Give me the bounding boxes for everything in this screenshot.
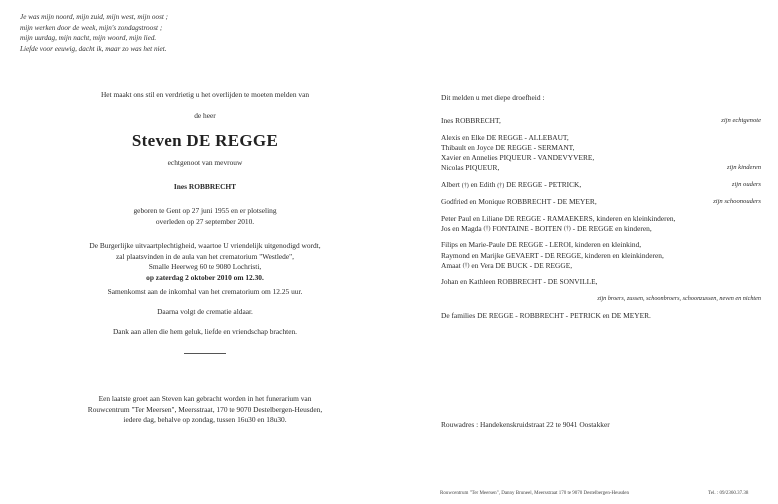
funeral-block <box>40 241 370 283</box>
mourner-row: Thibault en Joyce DE REGGE - SERMANT, <box>441 143 575 153</box>
announcement-intro: Het maakt ons stil en verdrietig u het overlijden te moeten melden van <box>100 90 310 99</box>
relation-row <box>441 294 761 304</box>
mourner-row: Peter Paul en Liliane DE REGGE - RAMAEKERS, kinderen en kleinkinderen, <box>441 213 676 223</box>
relation-label: zijn echtgenote <box>721 117 761 125</box>
mourners-block <box>441 93 761 321</box>
funeral-home-footer: Rouwcentrum "Ter Meersen", Danny Bruneel, Meersstraat 170 te 9070 Destelbergen-Heusden <box>440 491 629 496</box>
poem <box>20 12 168 54</box>
mourner-name: Ines ROBBRECHT, <box>441 116 501 126</box>
funeral-line: De Burgerlijke uitvaartplechtigheid, waartoe U vriendelijk uitgenodigd wordt, <box>89 241 321 250</box>
relation-label: zijn ouders <box>731 181 761 189</box>
relation-label: zijn kinderen <box>727 164 761 172</box>
mourner-row: Filips en Marie-Paule DE REGGE - LEROI, kinderen en kleinkind, <box>441 240 642 250</box>
funeral-line: Smalle Heerweg 60 te 9080 Lochristi, <box>148 262 262 271</box>
funeral-line: zal plaatsvinden in de aula van het crematorium "Westlede", <box>115 251 295 261</box>
visit-line: Rouwcentrum "Ter Meersen", Meersstraat, 170 te 9070 Destelbergen-Heusden, <box>87 404 323 414</box>
mourner-row: Raymond en Marijke GEVAERT - DE REGGE, kinderen en kleinkinderen, <box>441 250 664 260</box>
deceased-cross: (†) <box>483 226 491 233</box>
mourner-name: Godfried en Monique ROBBRECHT - DE MEYER, <box>441 196 597 206</box>
mourner-row: Xavier en Annelies PIQUEUR - VANDEVYVERE, <box>441 153 595 163</box>
mourners-intro: Dit melden u met diepe droefheid : <box>441 93 545 102</box>
deceased-cross: (†) <box>563 226 571 233</box>
relation-label: zijn schoonouders <box>713 197 761 205</box>
visit-line: Een laatste groet aan Steven kan gebracht worden in het funerarium van <box>98 394 312 403</box>
gathering-text: Samenkomst aan de inkomhal van het crematorium om 12.25 uur. <box>107 287 303 296</box>
death-text: overleden op 27 september 2010. <box>155 217 255 226</box>
mourner-name: Albert (†) en Edith (†) DE REGGE - PETRICK, <box>441 180 582 190</box>
mourner-row: Alexis en Elke DE REGGE - ALLEBAUT, <box>441 132 569 142</box>
separator <box>40 350 370 354</box>
visit-line: iedere dag, behalve op zondag, tussen 16u30 en 18u30. <box>123 415 287 424</box>
birth-text: geboren te Gent op 27 juni 1955 en er plotseling <box>133 206 277 215</box>
relation-label: zijn broers, zussen, schoonbroers, schoonzussen, neven en nichten <box>597 295 761 303</box>
mourner-row: Jos en Magda (†) FONTAINE - BOITEN (†) - DE REGGE en kinderen, <box>441 223 652 233</box>
spouse-intro: echtgenoot van mevrouw <box>167 158 243 167</box>
mourner-name: Nicolas PIQUEUR, <box>441 163 500 173</box>
mourner-row <box>441 197 761 207</box>
mourner-row <box>441 163 761 173</box>
title-de-heer: de heer <box>194 111 216 120</box>
funeral-date: op zaterdag 2 oktober 2010 om 12.30. <box>146 272 264 282</box>
visit-block <box>40 394 370 426</box>
mourner-row <box>441 116 761 126</box>
families-line: De families DE REGGE - ROBBRECHT - PETRICK en DE MEYER. <box>441 310 651 320</box>
mourner-row: Johan en Kathleen ROBBRECHT - DE SONVILLE, <box>441 277 598 287</box>
poem-line: Liefde voor eeuwig, dacht ik, maar zo was het niet. <box>20 44 167 53</box>
deceased-cross: (†) <box>462 263 470 270</box>
poem-line: mijn uurdag, mijn nacht, mijn woord, mijn lied. <box>20 34 157 42</box>
mourner-row: Amaat (†) en Vera DE BUCK - DE REGGE, <box>441 260 573 270</box>
deceased-cross: (†) <box>461 182 469 189</box>
poem-line: Je was mijn noord, mijn zuid, mijn west, mijn oost ; <box>20 13 169 21</box>
deceased-name: Steven DE REGGE <box>131 131 279 150</box>
poem-line: mijn werken door de week, mijn's zondagstroost ; <box>20 23 163 32</box>
spouse-name: Ines ROBBRECHT <box>173 182 237 191</box>
mourning-address: Rouwadres : Handekenskruidstraat 22 te 9041 Oostakker <box>441 420 610 429</box>
cremation-text: Daarna volgt de crematie aldaar. <box>157 307 253 316</box>
deceased-cross: (†) <box>497 182 505 189</box>
thanks-text: Dank aan allen die hem geluk, liefde en vriendschap brachten. <box>112 327 298 336</box>
mourner-row <box>441 180 761 190</box>
footer-phone: Tel. : 09/2360.37.38 <box>708 491 749 496</box>
